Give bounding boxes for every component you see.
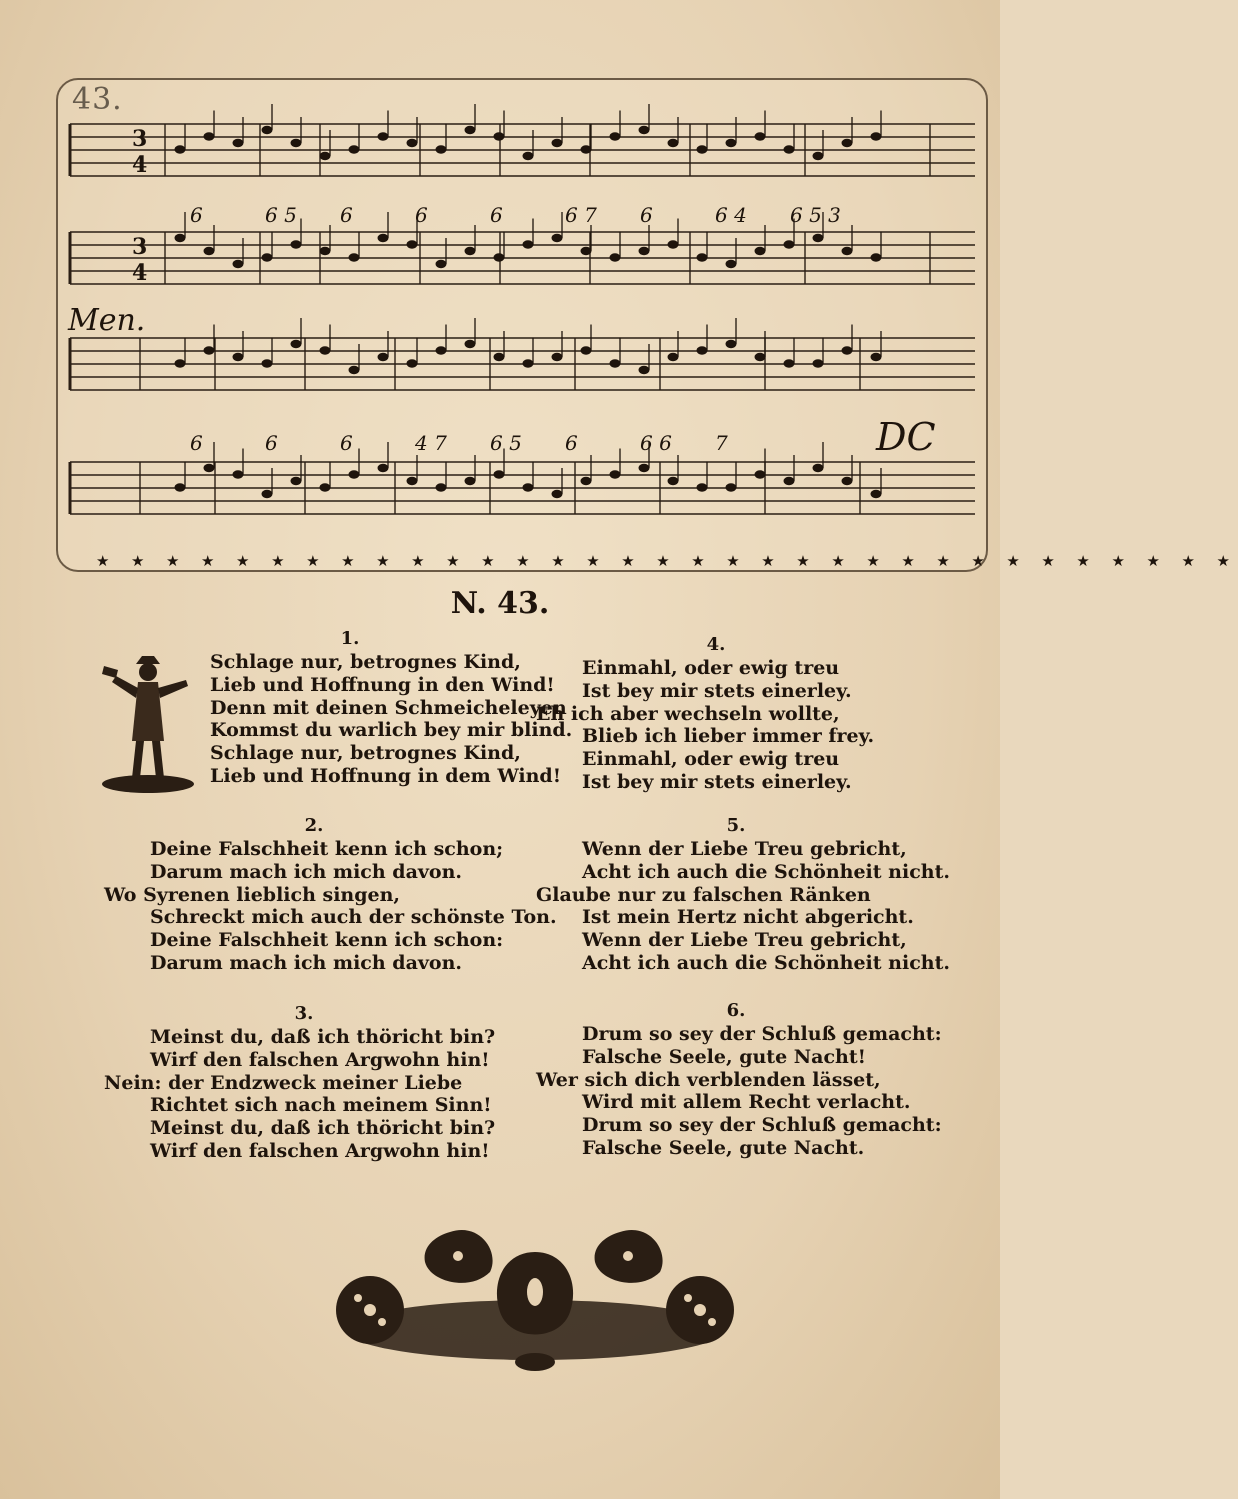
stanza-5	[536, 815, 950, 975]
verse-line: Meinst du, daß ich thöricht bin?	[150, 1117, 496, 1140]
note-head	[407, 477, 418, 485]
note-head	[755, 470, 766, 478]
note-head	[552, 353, 563, 361]
note-head	[175, 483, 186, 491]
stanza-number: 3.	[294, 1003, 314, 1024]
note-head	[233, 353, 244, 361]
note-head	[378, 353, 389, 361]
note-head	[726, 260, 737, 268]
figured-bass-number: 6 5 3	[790, 203, 841, 227]
verse-line: Wenn der Liebe Treu gebricht,	[582, 929, 907, 952]
note-head	[755, 132, 766, 140]
note-head	[204, 346, 215, 354]
verse-line: Schlage nur, betrognes Kind,	[210, 651, 521, 673]
verse-line: Wo Syrenen lieblich singen,	[104, 883, 401, 906]
verse-line: Drum so sey der Schluß gemacht:	[582, 1114, 942, 1137]
figured-bass-number: 6	[640, 203, 653, 227]
note-head	[697, 253, 708, 261]
note-head	[175, 359, 186, 367]
note-head	[175, 145, 186, 153]
verse-line: Acht ich auch die Schönheit nicht.	[582, 951, 950, 974]
note-head	[494, 353, 505, 361]
figured-bass-number: 7	[715, 431, 728, 455]
figured-bass-number: 6 7	[565, 203, 597, 227]
note-head	[233, 470, 244, 478]
note-head	[668, 240, 679, 248]
time-signature: 3	[132, 234, 148, 260]
note-head	[552, 139, 563, 147]
note-head	[871, 132, 882, 140]
note-head	[320, 346, 331, 354]
note-head	[436, 346, 447, 354]
note-head	[175, 234, 186, 242]
stanza-number: 2.	[304, 815, 324, 836]
note-head	[378, 464, 389, 472]
note-head	[465, 477, 476, 485]
note-head	[581, 145, 592, 153]
verse-line: Ist bey mir stets einerley.	[582, 770, 852, 793]
note-head	[494, 253, 505, 261]
note-head	[436, 145, 447, 153]
note-head	[552, 490, 563, 498]
note-head	[784, 145, 795, 153]
note-head	[494, 470, 505, 478]
verse-line: Falsche Seele, gute Nacht!	[582, 1045, 866, 1068]
man-with-bird-illustration	[98, 646, 198, 796]
note-head	[842, 477, 853, 485]
note-head	[755, 247, 766, 255]
note-head	[668, 139, 679, 147]
stanza-4	[536, 634, 896, 794]
note-head	[436, 260, 447, 268]
note-head	[842, 247, 853, 255]
note-head	[407, 359, 418, 367]
verse-line: Ist bey mir stets einerley.	[582, 679, 852, 702]
note-head	[407, 139, 418, 147]
verse-line: Wirf den falschen Argwohn hin!	[150, 1048, 490, 1071]
floral-ornament	[330, 1212, 740, 1372]
note-head	[813, 359, 824, 367]
figured-bass-number: 6	[415, 203, 428, 227]
note-head	[639, 464, 650, 472]
figured-bass-number: 6	[340, 203, 353, 227]
note-head	[204, 247, 215, 255]
verse-line: Deine Falschheit kenn ich schon:	[150, 929, 504, 952]
verse-line: Wer sich dich verblenden lässet,	[536, 1068, 881, 1091]
note-head	[639, 247, 650, 255]
note-head	[262, 253, 273, 261]
note-head	[726, 483, 737, 491]
da-capo-mark: DC	[876, 415, 936, 459]
note-head	[465, 247, 476, 255]
note-head	[320, 247, 331, 255]
figured-bass-number: 4 7	[415, 431, 447, 455]
figured-bass-number: 6 5	[490, 431, 522, 455]
note-head	[697, 483, 708, 491]
verse-line: Denn mit deinen Schmeicheleyen	[210, 696, 567, 719]
stanza-3	[104, 1003, 504, 1163]
figured-bass-number: 6	[490, 203, 503, 227]
verse-line: Wirf den falschen Argwohn hin!	[150, 1139, 490, 1162]
stanza-1	[210, 628, 572, 788]
note-head	[784, 477, 795, 485]
verse-line: Lieb und Hoffnung in dem Wind!	[210, 764, 562, 787]
note-head	[320, 152, 331, 160]
note-head	[436, 483, 447, 491]
note-head	[813, 464, 824, 472]
note-head	[204, 464, 215, 472]
note-head	[639, 366, 650, 374]
verse-line: Darum mach ich mich davon.	[150, 860, 463, 883]
verse-line: Schlage nur, betrognes Kind,	[210, 742, 521, 765]
verse-line: Wenn der Liebe Treu gebricht,	[582, 838, 907, 860]
verse-line: Schreckt mich auch der schönste Ton.	[150, 906, 557, 929]
stanza-6	[536, 1000, 942, 1160]
note-head	[291, 139, 302, 147]
note-head	[349, 145, 360, 153]
verse-line: Glaube nur zu falschen Ränken	[536, 883, 871, 906]
note-head	[407, 240, 418, 248]
verse-line: Eh ich aber wechseln wollte,	[536, 702, 840, 725]
verse-line: Falsche Seele, gute Nacht.	[582, 1136, 865, 1159]
note-head	[262, 359, 273, 367]
note-head	[610, 132, 621, 140]
note-head	[291, 477, 302, 485]
note-head	[697, 346, 708, 354]
figured-bass-number: 6 4	[715, 203, 747, 227]
note-head	[262, 126, 273, 134]
time-signature: 4	[132, 260, 148, 286]
note-head	[523, 359, 534, 367]
note-head	[523, 240, 534, 248]
song-title: N. 43.	[450, 586, 550, 621]
note-head	[465, 340, 476, 348]
figured-bass-number: 6	[265, 431, 278, 455]
note-head	[581, 247, 592, 255]
note-head	[204, 132, 215, 140]
note-head	[610, 470, 621, 478]
note-head	[668, 477, 679, 485]
verse-line: Einmahl, oder ewig treu	[582, 657, 840, 679]
note-head	[262, 490, 273, 498]
note-head	[813, 234, 824, 242]
note-head	[378, 132, 389, 140]
note-head	[349, 253, 360, 261]
verse-line: Acht ich auch die Schönheit nicht.	[582, 860, 950, 883]
time-signature: 4	[132, 152, 148, 178]
note-head	[378, 234, 389, 242]
figured-bass-number: 6 5	[265, 203, 297, 227]
note-head	[871, 253, 882, 261]
note-head	[291, 340, 302, 348]
note-head	[755, 353, 766, 361]
note-head	[581, 477, 592, 485]
verse-line: Kommst du warlich bey mir blind.	[210, 719, 573, 742]
verse-line: Darum mach ich mich davon.	[150, 951, 463, 974]
note-head	[320, 483, 331, 491]
verse-line: Blieb ich lieber immer frey.	[582, 725, 875, 748]
note-head	[552, 234, 563, 242]
verse-line: Drum so sey der Schluß gemacht:	[582, 1023, 942, 1045]
music-score	[0, 0, 1238, 600]
note-head	[465, 126, 476, 134]
note-head	[233, 260, 244, 268]
figured-bass-number: 6	[340, 431, 353, 455]
note-head	[349, 470, 360, 478]
stanza-number: 1.	[340, 628, 360, 649]
time-signature: 3	[132, 126, 148, 152]
star-divider: ★ ★ ★ ★ ★ ★ ★ ★ ★ ★ ★ ★ ★ ★ ★ ★ ★ ★ ★ ★ ★ ★ ★ ★ ★ ★ ★ ★ ★ ★ ★ ★ ★	[96, 552, 1238, 570]
note-head	[842, 139, 853, 147]
note-head	[639, 126, 650, 134]
voice-label: Men.	[68, 303, 146, 338]
figured-bass-number: 6	[190, 203, 203, 227]
verse-line: Meinst du, daß ich thöricht bin?	[150, 1026, 496, 1048]
note-head	[726, 340, 737, 348]
verse-line: Nein: der Endzweck meiner Liebe	[104, 1071, 463, 1094]
figured-bass-number: 6 6	[640, 431, 672, 455]
note-head	[871, 490, 882, 498]
verse-line: Ist mein Hertz nicht abgericht.	[582, 906, 914, 929]
note-head	[523, 152, 534, 160]
note-head	[668, 353, 679, 361]
page-number: 43.	[72, 82, 123, 117]
note-head	[697, 145, 708, 153]
note-head	[349, 366, 360, 374]
verse-line: Einmahl, oder ewig treu	[582, 748, 840, 771]
note-head	[726, 139, 737, 147]
stanza-number: 4.	[706, 634, 726, 655]
note-head	[813, 152, 824, 160]
stanza-2	[104, 815, 557, 975]
note-head	[784, 359, 795, 367]
verse-line: Wird mit allem Recht verlacht.	[582, 1091, 911, 1114]
stanza-number: 6.	[726, 1000, 746, 1021]
note-head	[233, 139, 244, 147]
figured-bass-number: 6	[190, 431, 203, 455]
verse-line: Richtet sich nach meinem Sinn!	[150, 1094, 492, 1117]
note-head	[581, 346, 592, 354]
note-head	[784, 240, 795, 248]
verse-line: Deine Falschheit kenn ich schon;	[150, 838, 504, 860]
stanza-number: 5.	[726, 815, 746, 836]
note-head	[842, 346, 853, 354]
note-head	[871, 353, 882, 361]
note-head	[523, 483, 534, 491]
note-head	[291, 240, 302, 248]
verse-line: Lieb und Hoffnung in den Wind!	[210, 673, 555, 696]
note-head	[494, 132, 505, 140]
note-head	[610, 359, 621, 367]
figured-bass-number: 6	[565, 431, 578, 455]
note-head	[610, 253, 621, 261]
